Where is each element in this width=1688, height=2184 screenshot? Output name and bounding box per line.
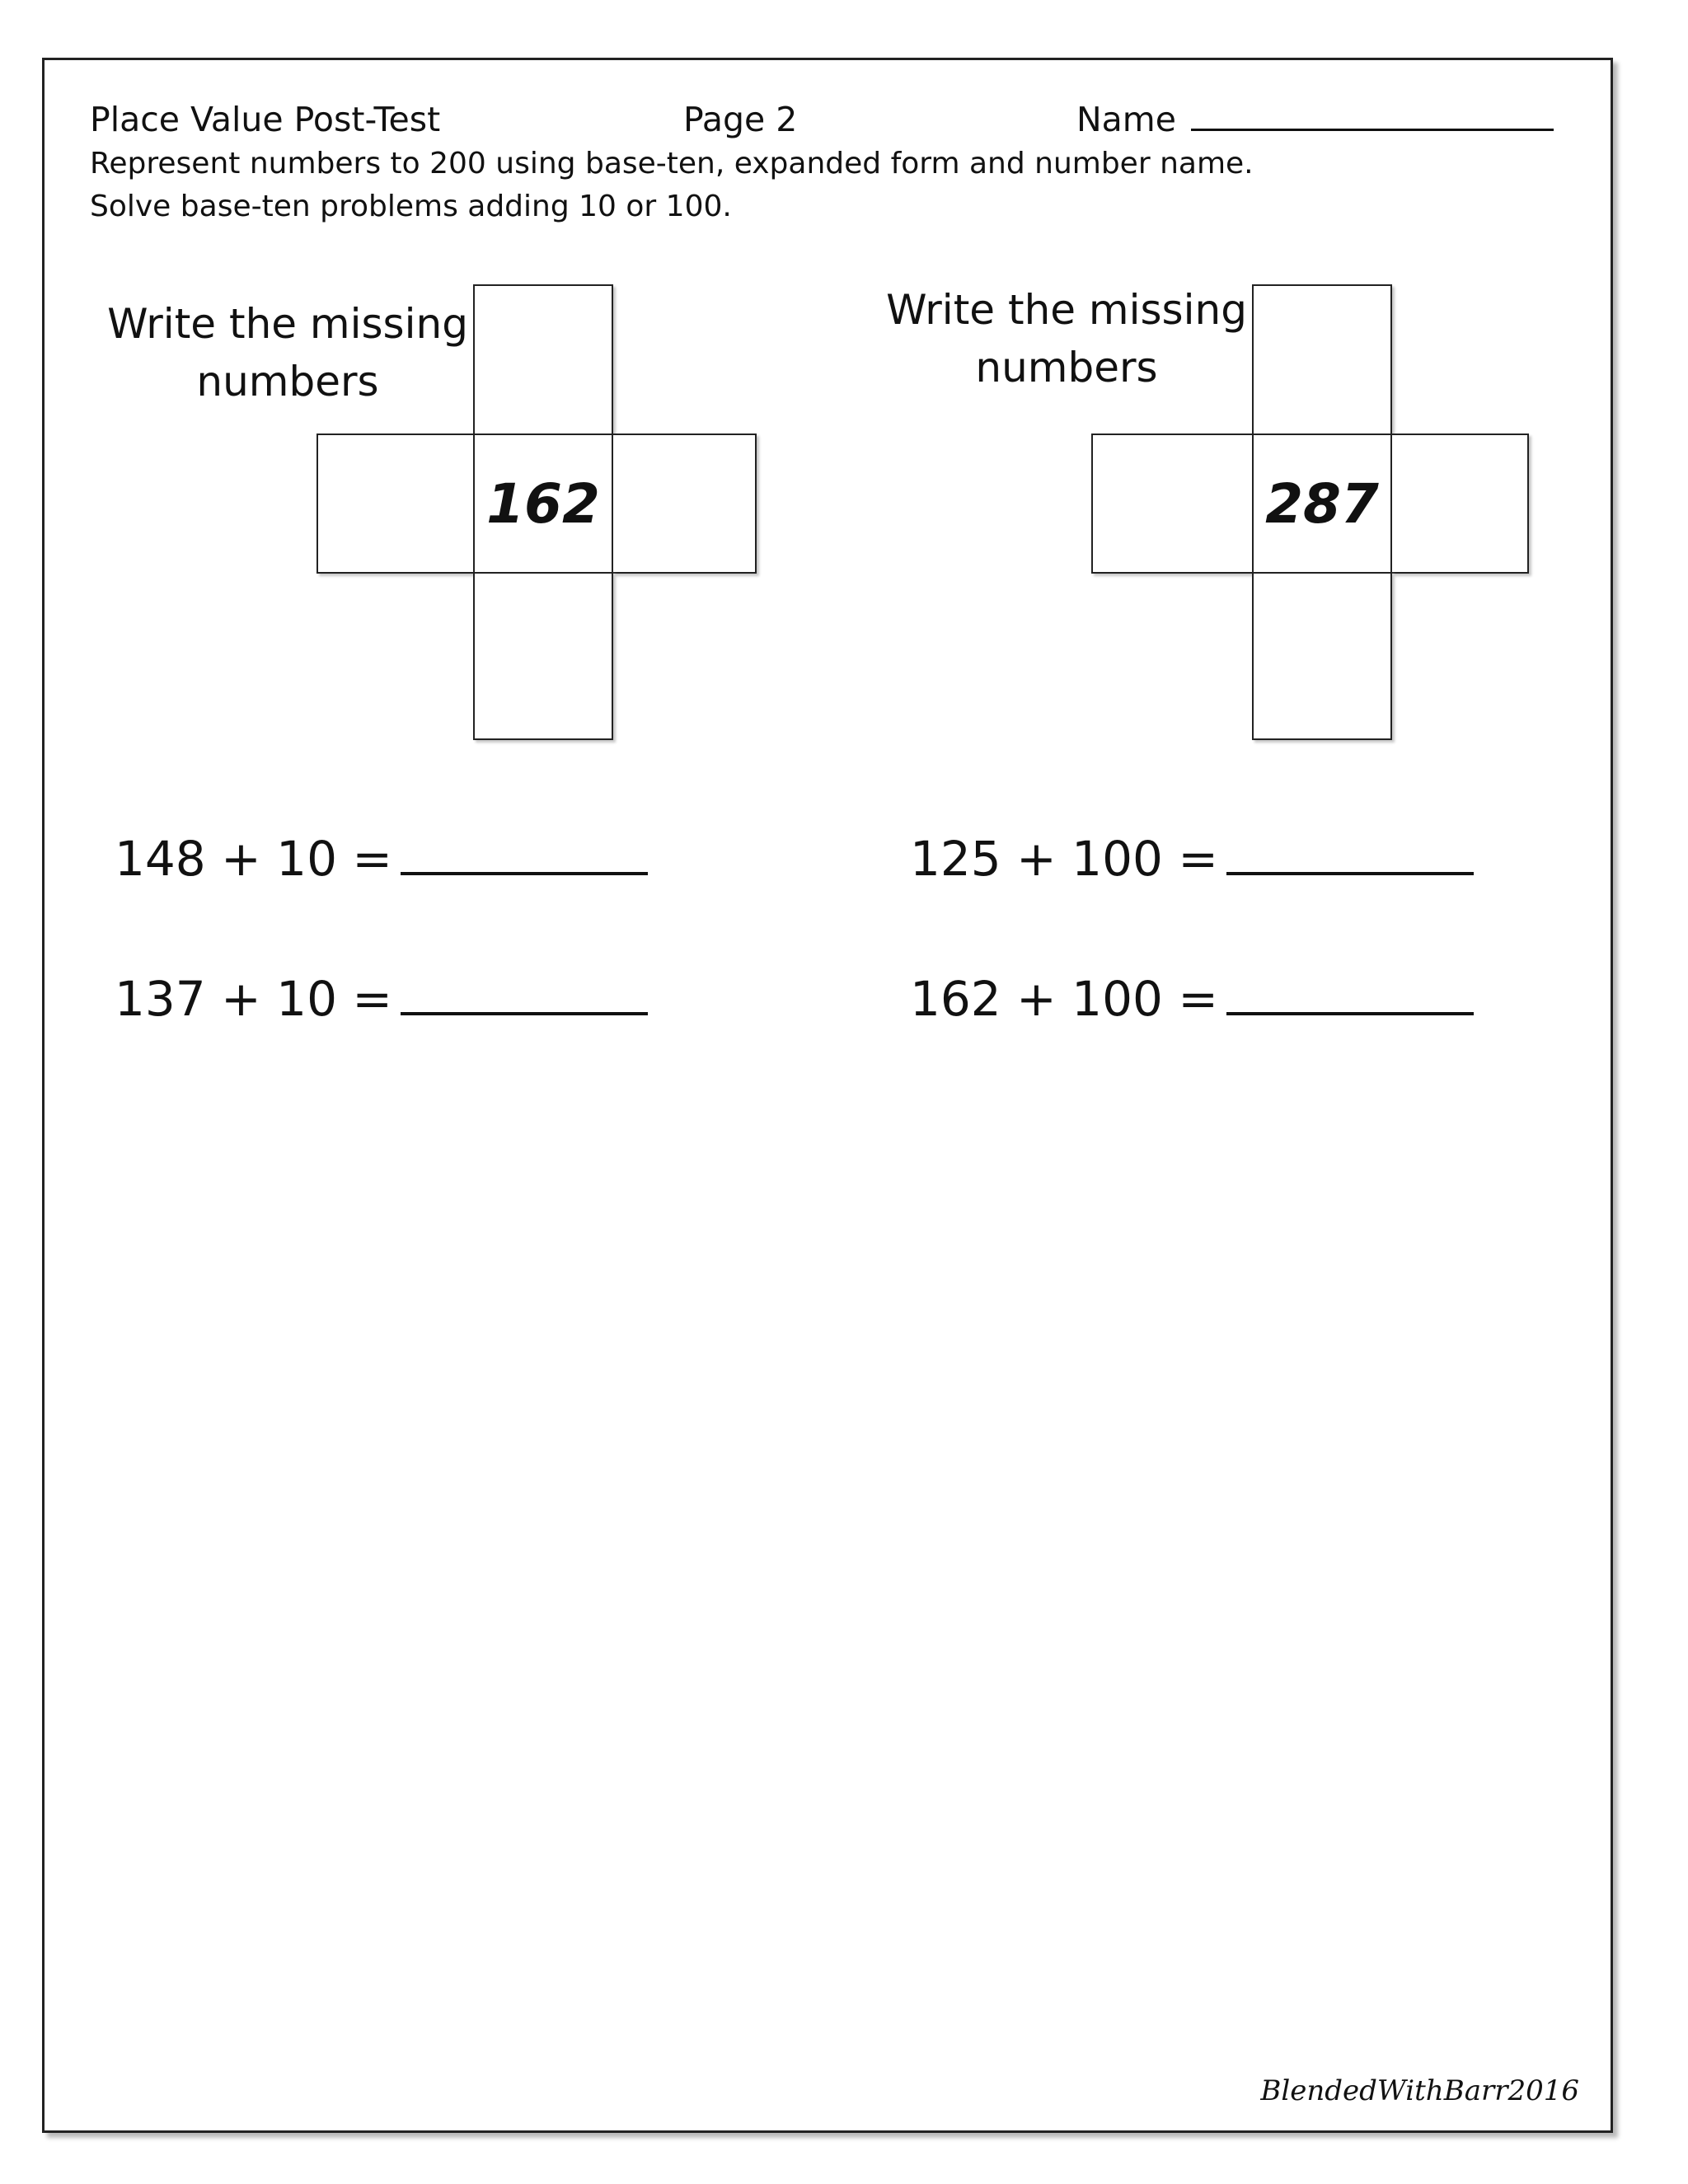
name-label: Name	[1076, 100, 1176, 139]
equation-text: 137 + 10 =	[115, 971, 393, 1027]
right-cross-right-box[interactable]	[1390, 434, 1529, 574]
answer-blank[interactable]	[1226, 832, 1474, 875]
left-cross-left-box[interactable]	[316, 434, 476, 574]
page-number: Page 2	[683, 100, 798, 139]
objective-2: Solve base-ten problems adding 10 or 100.	[90, 190, 732, 223]
name-blank-line[interactable]	[1191, 101, 1554, 131]
left-cross-bottom-box[interactable]	[473, 572, 613, 740]
equation-text: 148 + 10 =	[115, 831, 393, 887]
equation-137-plus-10	[115, 971, 648, 1027]
cross-prompt-right	[869, 281, 1264, 396]
answer-blank[interactable]	[401, 972, 648, 1015]
worksheet-title: Place Value Post-Test	[90, 100, 441, 139]
right-cross-top-box[interactable]	[1252, 284, 1392, 435]
cross-prompt-right-line1: Write the missing	[886, 286, 1247, 334]
cross-prompt-left-line2: numbers	[196, 358, 379, 405]
equation-text: 162 + 100 =	[910, 971, 1218, 1027]
cross-prompt-right-line2: numbers	[975, 344, 1158, 391]
equation-162-plus-100	[910, 971, 1474, 1027]
cross-prompt-left	[90, 295, 485, 410]
left-cross-top-box[interactable]	[473, 284, 613, 435]
right-cross-center-number: 287	[1252, 434, 1392, 574]
equation-125-plus-100	[910, 831, 1474, 887]
answer-blank[interactable]	[1226, 972, 1474, 1015]
equation-148-plus-10	[115, 831, 648, 887]
name-field	[1076, 100, 1554, 139]
right-cross-left-box[interactable]	[1091, 434, 1254, 574]
answer-blank[interactable]	[401, 832, 648, 875]
author-credit: BlendedWithBarr2016	[1260, 2074, 1579, 2107]
cross-prompt-left-line1: Write the missing	[107, 300, 468, 348]
objective-1: Represent numbers to 200 using base-ten, expanded form and number name.	[90, 147, 1254, 180]
worksheet-page	[42, 58, 1613, 2133]
equation-text: 125 + 100 =	[910, 831, 1218, 887]
left-cross-center-number: 162	[473, 434, 613, 574]
right-cross-bottom-box[interactable]	[1252, 572, 1392, 740]
left-cross-right-box[interactable]	[612, 434, 757, 574]
